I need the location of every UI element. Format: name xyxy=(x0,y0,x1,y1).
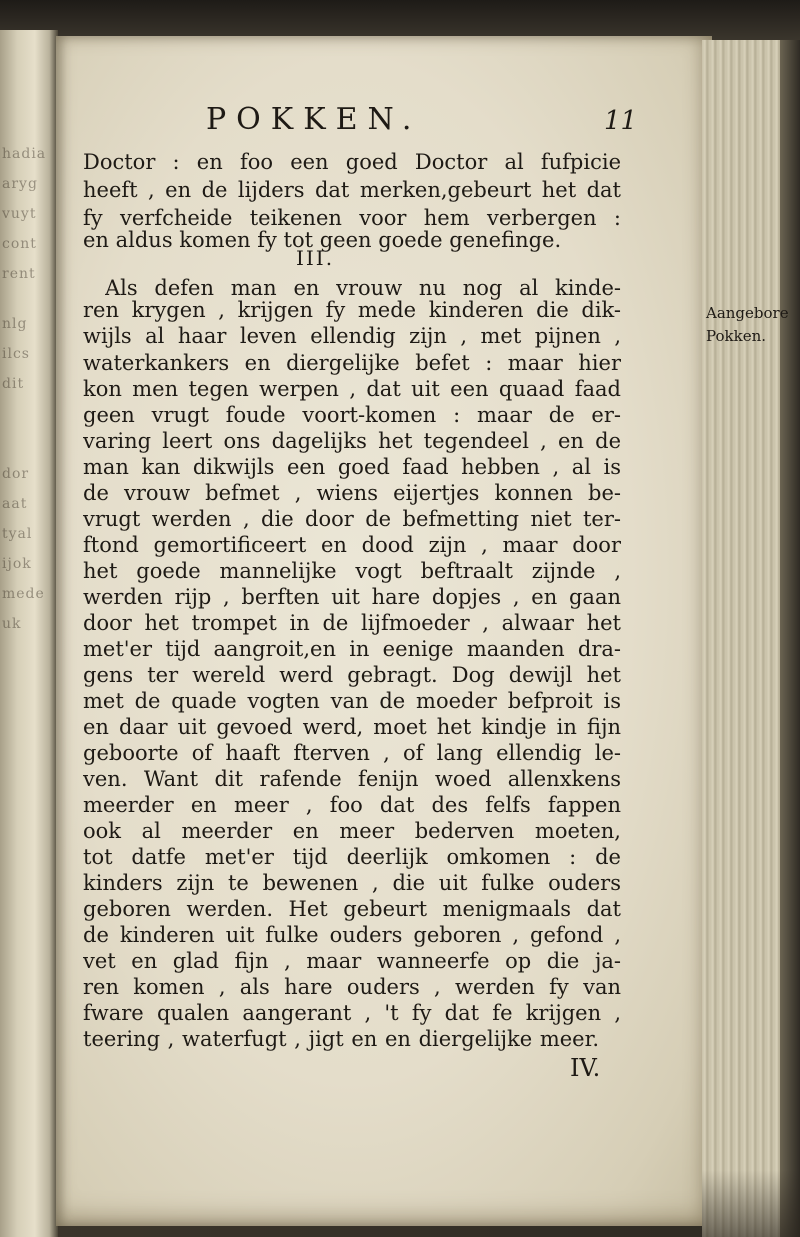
ghost-text: vuyt xyxy=(2,206,37,222)
text-line: geboorte of haaft fterven , of lang ellendig le- xyxy=(83,741,621,765)
ghost-text: aat xyxy=(2,496,28,512)
scanner-top-band xyxy=(0,0,800,40)
text-line: en aldus komen fy tot geen goede genefinge. xyxy=(83,228,562,252)
text-line: waterkankers en diergelijke befet : maar hier xyxy=(83,351,621,375)
text-line: meerder en meer , foo dat des felfs fappen xyxy=(83,793,621,817)
text-line: varing leert ons dagelijks het tegendeel , en de xyxy=(83,429,621,453)
text-line: de vrouw befmet , wiens eijertjes konnen be- xyxy=(83,481,621,505)
marginal-note: Pokken. xyxy=(706,327,766,345)
text-line: Doctor : en foo een goed Doctor al fufpicie xyxy=(83,150,621,174)
text-line: ook al meerder en meer bederven moeten, xyxy=(83,819,621,843)
catchword: IV. xyxy=(570,1054,601,1082)
page-number: 11 xyxy=(604,106,638,136)
ghost-text: tyal xyxy=(2,526,33,542)
text-line: met'er tijd aangroit,en in eenige maanden dra- xyxy=(83,637,621,661)
text-line: ftond gemortificeert en dood zijn , maar door xyxy=(83,533,621,557)
ghost-text: mede xyxy=(2,586,45,602)
text-line: fware qualen aangerant , 't fy dat fe krijgen , xyxy=(83,1001,621,1025)
ghost-text: rent xyxy=(2,266,36,282)
text-line: de kinderen uit fulke ouders geboren , gefond , xyxy=(83,923,621,947)
text-line: geboren werden. Het gebeurt menigmaals dat xyxy=(83,897,621,921)
text-line: vet en glad fijn , maar wanneerfe op die ja- xyxy=(83,949,621,973)
text-line: man kan dikwijls een goed faad hebben , al is xyxy=(83,455,621,479)
ghost-text: ijok xyxy=(2,556,32,572)
text-line: gens ter wereld werd gebragt. Dog dewijl het xyxy=(83,663,621,687)
ghost-text: ilcs xyxy=(2,346,30,362)
text-line: teering , waterfugt , jigt en en diergelijke meer. xyxy=(83,1027,599,1051)
text-line: en daar uit gevoed werd, moet het kindje in fijn xyxy=(83,715,621,739)
ghost-text: dit xyxy=(2,376,25,392)
text-line: ren krygen , krijgen fy mede kinderen die dik- xyxy=(83,298,621,322)
ghost-text: aryg xyxy=(2,176,38,192)
section-heading: III. xyxy=(296,246,335,270)
text-line: met de quade vogten van de moeder befproit is xyxy=(83,689,621,713)
text-line: fy verfcheide teikenen voor hem verbergen : xyxy=(83,206,621,230)
text-line: heeft , en de lijders dat merken,gebeurt het dat xyxy=(83,178,621,202)
text-line: door het trompet in de lijfmoeder , alwaar het xyxy=(83,611,621,635)
text-line: vrugt werden , die door de befmetting niet ter- xyxy=(83,507,621,531)
ghost-text: nlg xyxy=(2,316,28,332)
marginal-note: Aangebore xyxy=(706,304,789,322)
text-line: ven. Want dit rafende fenijn woed allenxkens xyxy=(83,767,621,791)
running-head: POKKEN. xyxy=(206,102,422,137)
text-line: kinders zijn te bewenen , die uit fulke ouders xyxy=(83,871,621,895)
text-line: Als defen man en vrouw nu nog al kinde- xyxy=(105,276,621,300)
text-line: werden rijp , berften uit hare dopjes , en gaan xyxy=(83,585,621,609)
text-line: het goede mannelijke vogt beftraalt zijnde , xyxy=(83,559,621,583)
text-line: ren komen , als hare ouders , werden fy van xyxy=(83,975,621,999)
ghost-text: hadia xyxy=(2,146,47,162)
text-line: tot datfe met'er tijd deerlijk omkomen : de xyxy=(83,845,621,869)
text-line: kon men tegen werpen , dat uit een quaad faad xyxy=(83,377,621,401)
edge-shadow xyxy=(702,1170,800,1237)
binding-shadow xyxy=(780,40,800,1237)
text-line: geen vrugt foude voort-komen : maar de er- xyxy=(83,403,621,427)
text-line: wijls al haar leven ellendig zijn , met pijnen , xyxy=(83,324,621,348)
ghost-text: cont xyxy=(2,236,37,252)
facing-page-edge xyxy=(0,30,58,1237)
ghost-text: uk xyxy=(2,616,22,632)
ghost-text: dor xyxy=(2,466,30,482)
